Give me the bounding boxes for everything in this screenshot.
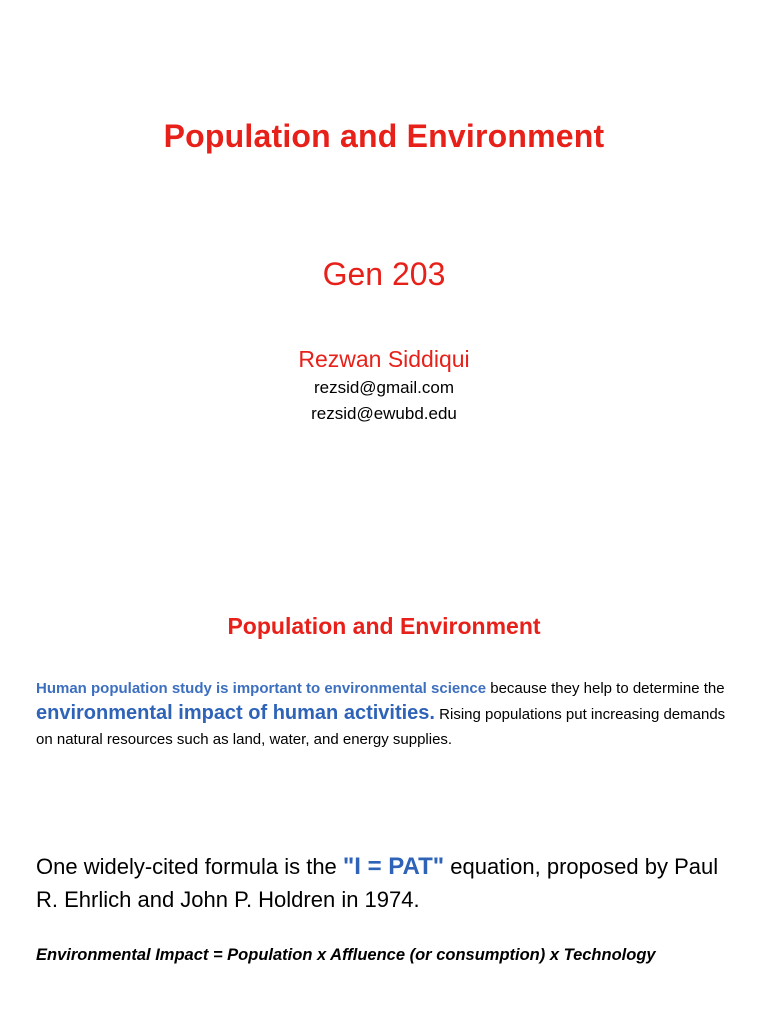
ipat-equation-name: "I = PAT" — [342, 853, 445, 880]
author-name: Rezwan Siddiqui — [298, 346, 470, 372]
intro-paragraph — [36, 676, 736, 752]
formula-intro — [36, 850, 736, 916]
content-slide — [0, 560, 768, 1024]
formula-intro-before: One widely-cited formula is the — [36, 854, 343, 879]
paragraph-tail: Rising populations put increasing demands on natural resources such as land, water, and energy supplies. — [36, 706, 726, 748]
paragraph-emphasis: environmental impact of human activities. — [36, 702, 435, 724]
author-email-secondary: rezsid@ewubd.edu — [311, 404, 457, 423]
course-code: Gen 203 — [322, 256, 446, 292]
author-email-primary: rezsid@gmail.com — [313, 378, 455, 397]
ipat-equation: Environmental Impact = Population x Affluence (or consumption) x Technology — [36, 946, 656, 964]
slide-title: Population and Environment — [163, 118, 605, 154]
formula-intro-after: equation, proposed by Paul R. Ehrlich and John P. Holdren in 1974. — [36, 854, 719, 912]
paragraph-mid: because they help to determine the — [486, 680, 725, 697]
content-slide-title: Population and Environment — [227, 613, 541, 639]
paragraph-lead: Human population study is important to environmental science — [36, 680, 487, 697]
